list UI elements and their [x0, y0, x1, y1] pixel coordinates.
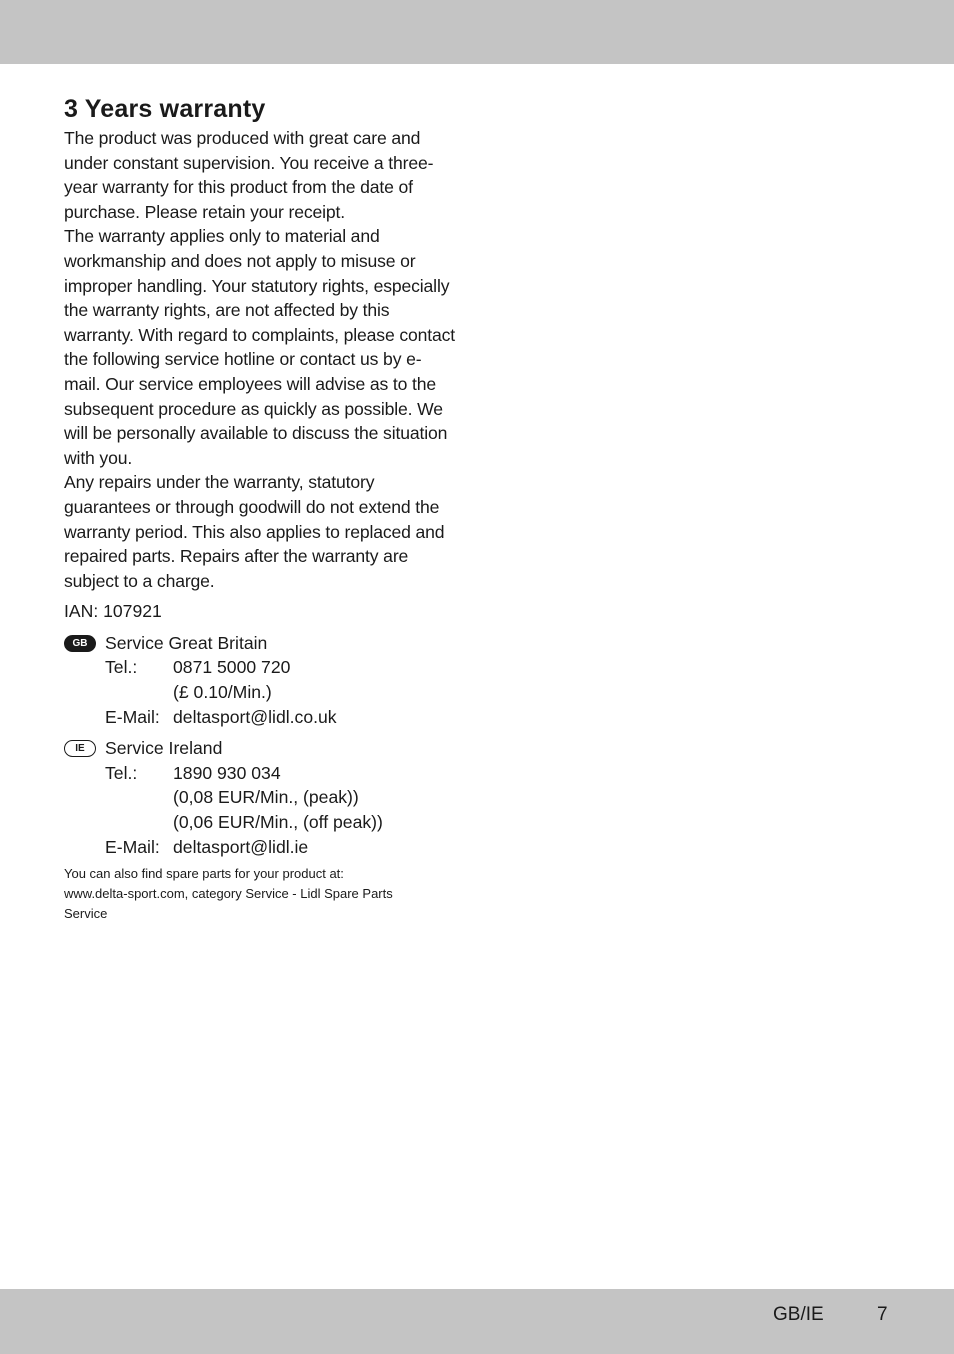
- warranty-paragraph-3: Any repairs under the warranty, statutory guarantees or through goodwill do not extend the warranty period. This also applies to replaced and repaired parts. Repairs after the warranty are subject to a charge.: [64, 472, 445, 591]
- header-band: [0, 0, 954, 64]
- email-label: E-Mail:: [105, 836, 160, 857]
- email-address: deltasport@lidl.co.uk: [173, 706, 337, 727]
- tel-rate-peak: (0,08 EUR/Min., (peak)): [173, 787, 359, 808]
- service-great-britain: [64, 631, 456, 729]
- tel-number: 1890 930 034: [173, 762, 281, 783]
- spare-parts-note: [64, 864, 456, 923]
- service-title: Service Great Britain: [105, 632, 268, 653]
- page-title: 3 Years warranty: [64, 95, 266, 123]
- service-ireland: [64, 736, 456, 859]
- email-label: E-Mail:: [105, 706, 160, 727]
- footer-language: GB/IE: [773, 1304, 824, 1325]
- tel-label: Tel.:: [105, 657, 138, 678]
- ie-country-icon: IE: [64, 740, 96, 757]
- tel-rate-off-peak: (0,06 EUR/Min., (off peak)): [173, 812, 383, 833]
- service-title: Service Ireland: [105, 738, 223, 759]
- spare-parts-line-1: You can also find spare parts for your product at:: [64, 866, 344, 882]
- ian-number: IAN: 107921: [64, 601, 162, 622]
- spare-parts-line-3: Service: [64, 905, 108, 921]
- tel-label: Tel.:: [105, 762, 138, 783]
- tel-rate: (£ 0.10/Min.): [173, 682, 272, 703]
- warranty-paragraph-1: The product was produced with great care and under constant supervision. You receive a three-year warranty for this product from the date of purchase. Please retain your receipt.: [64, 128, 434, 222]
- gb-country-icon: GB: [64, 635, 96, 652]
- email-address: deltasport@lidl.ie: [173, 836, 309, 857]
- warranty-section: [64, 92, 456, 924]
- warranty-paragraph-2: The warranty applies only to material and workmanship and does not apply to misuse or improper handling. Your statutory rights, especially the warranty rights, are not affected by this warranty. With regard to complaints, please contact the following service hotline or contact us by e-mail. Our service employees will advise as to the subsequent procedure as quickly as possible. We will be personally available to discuss the situation with you.: [64, 226, 455, 468]
- spare-parts-line-2: www.delta-sport.com, category Service - Lidl Spare Parts: [64, 886, 393, 902]
- tel-number: 0871 5000 720: [173, 657, 291, 678]
- page-number: 7: [877, 1304, 888, 1325]
